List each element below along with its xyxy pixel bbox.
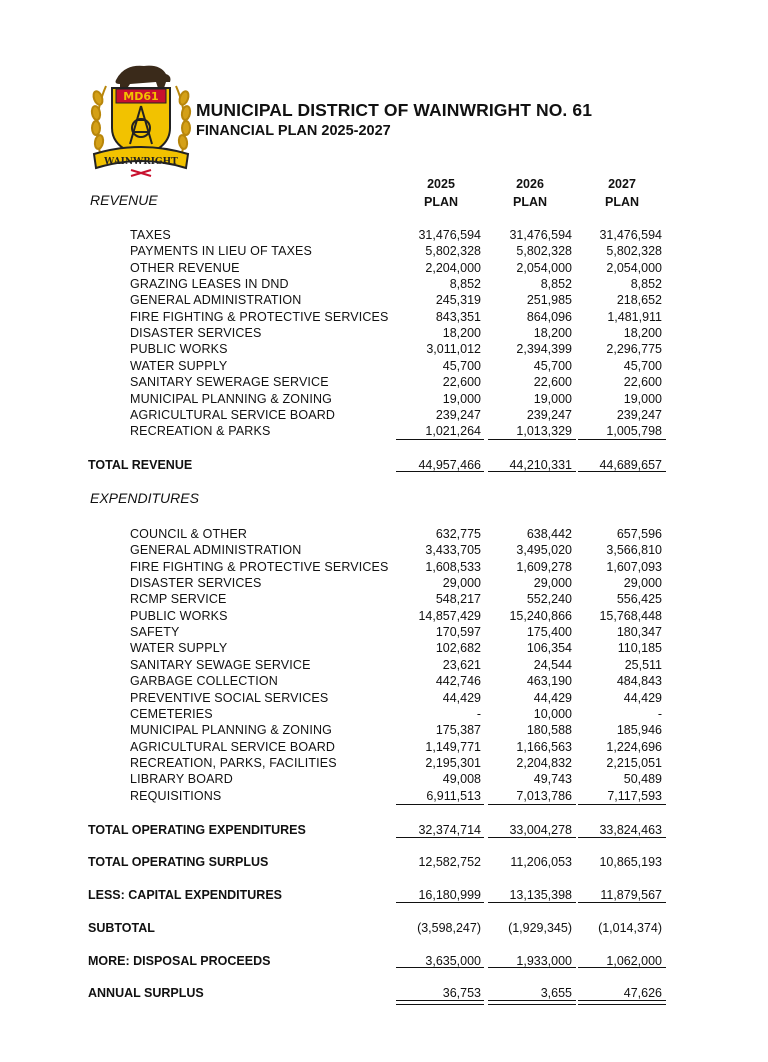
summary-row-label: ANNUAL SURPLUS [88,986,204,1000]
revenue-row-value: 8,852 [540,277,572,291]
expenditure-row-label: RECREATION, PARKS, FACILITIES [130,756,337,770]
expenditure-row-value: 23,621 [442,658,481,672]
expenditure-row-value: 1,607,093 [606,560,662,574]
expenditure-row-label: REQUISITIONS [130,789,222,803]
expenditure-row-value: - [476,707,481,721]
summary-row-label: SUBTOTAL [88,921,155,935]
expenditure-row-value: 3,433,705 [425,543,481,557]
revenue-row-value: 218,652 [616,293,662,307]
revenue-row-value: 18,200 [533,326,572,340]
revenue-row-value: 8,852 [449,277,481,291]
expenditure-row-value: 484,843 [616,674,662,688]
expenditure-row-value: 175,400 [526,625,572,639]
expenditure-row-value: 15,768,448 [599,609,662,623]
summary-row-value: (1,929,345) [508,921,572,935]
expenditure-row-value: 170,597 [435,625,481,639]
expenditure-row-value: 25,511 [624,658,662,672]
expenditure-row-label: RCMP SERVICE [130,592,227,606]
expenditure-row-label: COUNCIL & OTHER [130,527,248,541]
revenue-row-value: 1,005,798 [606,424,662,438]
column-year-2027: 2027 [608,177,636,191]
expenditure-row-label: PREVENTIVE SOCIAL SERVICES [130,691,329,705]
expenditure-row-value: 15,240,866 [509,609,572,623]
summary-row-value: 32,374,714 [418,823,481,837]
total-rule [488,471,576,472]
double-rule [488,1000,576,1005]
expenditure-row-value: 638,442 [526,527,572,541]
revenue-row-label: SANITARY SEWERAGE SERVICE [130,375,329,389]
expenditure-row-value: 2,204,832 [516,756,572,770]
revenue-row-value: 251,985 [526,293,572,307]
expenditure-row-value: 180,588 [526,723,572,737]
revenue-row-label: GENERAL ADMINISTRATION [130,293,302,307]
total-rule [488,837,576,838]
double-rule [578,1000,666,1005]
expenditure-row-value: 175,387 [435,723,481,737]
revenue-row-value: 19,000 [442,392,481,406]
expenditure-row-value: 442,746 [435,674,481,688]
revenue-row-value: 45,700 [533,359,572,373]
column-year-2025: 2025 [427,177,455,191]
revenue-row-value: 31,476,594 [418,228,481,242]
summary-row-label: TOTAL OPERATING EXPENDITURES [88,823,306,837]
summary-row-value: 3,635,000 [425,954,481,968]
revenue-row-value: 2,054,000 [606,261,662,275]
document-title: MUNICIPAL DISTRICT OF WAINWRIGHT NO. 61 [196,100,593,120]
revenue-row-value: 5,802,328 [606,244,662,258]
expenditure-row-value: 49,008 [442,772,481,786]
total-revenue-label: TOTAL REVENUE [88,458,193,472]
summary-row-value: 12,582,752 [418,855,481,869]
revenue-row-value: 2,296,775 [606,342,662,356]
revenue-row-label: WATER SUPPLY [130,359,228,373]
expenditure-row-value: 50,489 [623,772,662,786]
revenue-row-label: FIRE FIGHTING & PROTECTIVE SERVICES [130,310,389,324]
revenue-row-value: 2,204,000 [425,261,481,275]
revenue-row-value: 239,247 [526,408,572,422]
expenditure-row-label: WATER SUPPLY [130,641,228,655]
expenditure-row-value: 24,544 [533,658,572,672]
summary-row-value: 33,824,463 [599,823,662,837]
summary-row-value: 13,135,398 [509,888,572,902]
expenditure-row-label: GARBAGE COLLECTION [130,674,278,688]
revenue-row-value: 5,802,328 [516,244,572,258]
revenue-row-label: PUBLIC WORKS [130,342,228,356]
revenue-row-value: 45,700 [623,359,662,373]
expenditure-row-value: 548,217 [435,592,481,606]
expenditure-row-label: GENERAL ADMINISTRATION [130,543,302,557]
column-plan-2026: PLAN [512,195,548,209]
revenue-row-label: TAXES [130,228,171,242]
revenue-row-value: 239,247 [435,408,481,422]
expenditure-row-value: 44,429 [442,691,481,705]
revenue-row-label: RECREATION & PARKS [130,424,271,438]
expenditure-row-label: AGRICULTURAL SERVICE BOARD [130,740,336,754]
expenditure-row-value: 44,429 [533,691,572,705]
revenue-row-value: 22,600 [623,375,662,389]
subtotal-rule [396,804,484,805]
revenue-row-value: 45,700 [442,359,481,373]
summary-row-value: 47,626 [623,986,662,1000]
revenue-row-value: 239,247 [616,408,662,422]
total-rule [578,967,666,968]
expenditure-row-value: 110,185 [617,641,662,655]
revenue-row-value: 31,476,594 [599,228,662,242]
subtotal-rule [578,804,666,805]
summary-row-value: (3,598,247) [417,921,481,935]
expenditure-row-value: 49,743 [533,772,572,786]
expenditure-row-label: SAFETY [130,625,180,639]
revenue-row-value: 1,481,911 [607,310,662,324]
subtotal-rule [396,439,484,440]
total-rule [396,902,484,903]
revenue-row-label: AGRICULTURAL SERVICE BOARD [130,408,336,422]
svg-text:MD61: MD61 [123,90,159,103]
expenditure-row-value: 106,354 [526,641,572,655]
total-revenue-value: 44,210,331 [509,458,572,472]
expenditure-row-value: 632,775 [435,527,481,541]
expenditure-row-value: 7,117,593 [607,789,662,803]
summary-row-value: 36,753 [442,986,481,1000]
summary-row-label: MORE: DISPOSAL PROCEEDS [88,954,271,968]
expenditure-row-value: 29,000 [623,576,662,590]
revenue-row-value: 245,319 [435,293,481,307]
expenditure-row-label: DISASTER SERVICES [130,576,262,590]
expenditure-row-value: 44,429 [623,691,662,705]
column-plan-2025: PLAN [423,195,459,209]
expenditure-row-value: 6,911,513 [426,789,481,803]
revenue-row-value: 19,000 [623,392,662,406]
expenditure-row-value: 7,013,786 [516,789,572,803]
expenditure-row-value: 3,566,810 [606,543,662,557]
expenditure-row-value: 463,190 [526,674,572,688]
column-year-2026: 2026 [516,177,544,191]
column-plan-2027: PLAN [604,195,640,209]
revenue-row-label: GRAZING LEASES IN DND [130,277,289,291]
total-revenue-value: 44,957,466 [418,458,481,472]
expenditure-row-label: MUNICIPAL PLANNING & ZONING [130,723,332,737]
summary-row-value: 11,879,567 [600,888,662,902]
revenue-row-value: 864,096 [526,310,572,324]
revenue-row-label: DISASTER SERVICES [130,326,262,340]
expenditure-row-label: SANITARY SEWAGE SERVICE [130,658,311,672]
expenditure-row-value: 2,195,301 [425,756,481,770]
subtotal-rule [488,804,576,805]
revenue-row-value: 1,021,264 [425,424,481,438]
revenue-row-value: 31,476,594 [509,228,572,242]
revenue-row-value: 2,054,000 [516,261,572,275]
document-subtitle: FINANCIAL PLAN 2025-2027 [196,123,391,139]
revenue-row-label: MUNICIPAL PLANNING & ZONING [130,392,332,406]
summary-row-value: 11,206,053 [510,855,572,869]
revenue-row-value: 18,200 [442,326,481,340]
subtotal-rule [578,439,666,440]
expenditure-row-value: 14,857,429 [418,609,481,623]
expenditure-row-label: LIBRARY BOARD [130,772,233,786]
expenditure-row-value: 1,166,563 [516,740,572,754]
revenue-row-label: OTHER REVENUE [130,261,240,275]
total-rule [396,471,484,472]
expenditure-row-label: FIRE FIGHTING & PROTECTIVE SERVICES [130,560,389,574]
double-rule [396,1000,484,1005]
expenditure-row-label: PUBLIC WORKS [130,609,228,623]
revenue-row-value: 3,011,012 [426,342,481,356]
expenditure-row-label: CEMETERIES [130,707,213,721]
expenditure-row-value: 10,000 [533,707,572,721]
expenditure-row-value: 1,608,533 [425,560,481,574]
revenue-row-value: 8,852 [630,277,662,291]
expenditures-heading: EXPENDITURES [90,490,199,506]
total-rule [578,471,666,472]
revenue-row-value: 5,802,328 [425,244,481,258]
revenue-row-value: 22,600 [533,375,572,389]
subtotal-rule [488,439,576,440]
summary-row-value: 3,655 [540,986,572,1000]
total-revenue-value: 44,689,657 [599,458,662,472]
total-rule [396,967,484,968]
svg-text:WAINWRIGHT: WAINWRIGHT [104,157,178,167]
summary-row-value: (1,014,374) [598,921,662,935]
expenditure-row-value: 3,495,020 [516,543,572,557]
expenditure-row-value: 185,946 [616,723,662,737]
revenue-row-label: PAYMENTS IN LIEU OF TAXES [130,244,313,258]
revenue-row-value: 843,351 [435,310,481,324]
expenditure-row-value: 1,224,696 [606,740,662,754]
md61-logo [86,58,196,178]
summary-row-value: 1,062,000 [606,954,662,968]
expenditure-row-value: 657,596 [616,527,662,541]
revenue-row-value: 1,013,329 [516,424,572,438]
expenditure-row-value: 29,000 [533,576,572,590]
expenditure-row-value: 102,682 [435,641,481,655]
expenditure-row-value: 1,149,771 [425,740,481,754]
summary-row-value: 16,180,999 [418,888,481,902]
summary-row-value: 33,004,278 [509,823,572,837]
expenditure-row-value: 1,609,278 [516,560,572,574]
revenue-row-value: 19,000 [533,392,572,406]
total-rule [578,837,666,838]
expenditure-row-value: - [657,707,662,721]
revenue-row-value: 22,600 [442,375,481,389]
expenditure-row-value: 552,240 [526,592,572,606]
expenditure-row-value: 29,000 [442,576,481,590]
summary-row-value: 1,933,000 [516,954,572,968]
expenditure-row-value: 2,215,051 [606,756,662,770]
summary-row-label: TOTAL OPERATING SURPLUS [88,855,269,869]
total-rule [578,902,666,903]
expenditure-row-value: 556,425 [616,592,662,606]
revenue-row-value: 18,200 [623,326,662,340]
total-rule [488,902,576,903]
total-rule [488,967,576,968]
summary-row-value: 10,865,193 [599,855,662,869]
revenue-row-value: 2,394,399 [516,342,572,356]
expenditure-row-value: 180,347 [616,625,662,639]
total-rule [396,837,484,838]
revenue-heading: REVENUE [90,192,158,208]
summary-row-label: LESS: CAPITAL EXPENDITURES [88,888,283,902]
